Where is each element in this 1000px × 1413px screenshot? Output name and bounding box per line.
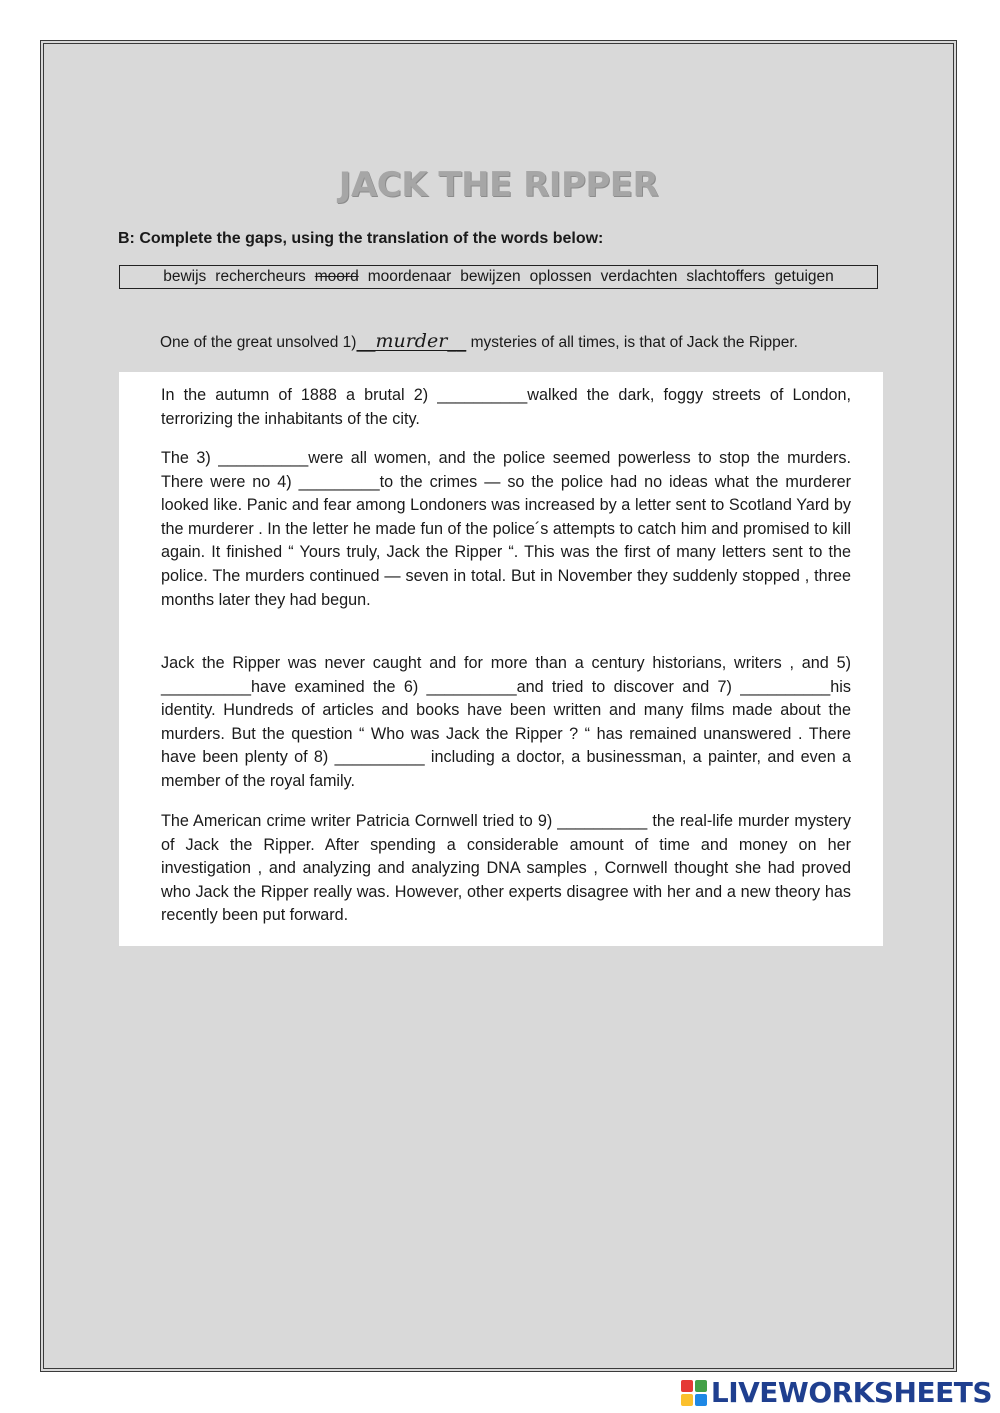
word-bank-item: bewijs [163,268,207,285]
example-text-after: mysteries of all times, is that of Jack the Ripper. [466,334,798,351]
example-text-before: One of the great unsolved 1) [160,334,357,351]
word-bank-item: bewijzen [460,268,521,285]
word-bank-item: getuigen [774,268,834,285]
passage-paragraph: Jack the Ripper was never caught and for more than a century historians, writers , and 5) __________have examined the 6) __________and tried to discover and 7) __________his identity. Hundreds of articles and books have been written and many films made about the murders. But the question “ Who was Jack the Ripper ? “ has remained unanswered . There have been plenty of 8) __________ including a doctor, a businessman, a painter, and even a member of the royal family. [161,654,851,790]
word-bank-item: verdachten [600,268,678,285]
logo-text: LIVEWORKSHEETS [710,1376,992,1409]
logo-square [695,1394,707,1406]
example-sentence [160,330,798,352]
page-title: JACK THE RIPPER [338,165,659,205]
logo-square [695,1380,707,1392]
passage-paragraph: The 3) __________were all women, and the police seemed powerless to stop the murders. There were no 4) _________to the crimes — so the police had no ideas what the murderer looked like. Panic and fear among Londoners was increased by a letter sent to Scotland Yard by the murderer . In the letter he made fun of the police´s attempts to catch him and promised to kill again. It finished “ Yours truly, Jack the Ripper “. This was the first of many letters sent to the police. The murders continued — seven in total. But in November they suddenly stopped , three months later they had begun. [161,449,851,609]
word-bank-item: rechercheurs [215,268,306,285]
word-bank-item: slachtoffers [686,268,766,285]
exercise-instruction: B: Complete the gaps, using the translation of the words below: [118,230,604,247]
liveworksheets-logo [681,1376,992,1409]
word-bank-item-used: moord [314,268,359,285]
logo-square [681,1394,693,1406]
word-bank-item: oplossen [529,268,592,285]
word-bank [119,265,878,289]
passage-paragraph: The American crime writer Patricia Cornwell tried to 9) __________ the real-life murder mystery of Jack the Ripper. After spending a considerable amount of time and money on her investigation , and analyzing and analyzing DNA samples , Cornwell thought she had proved who Jack the Ripper really was. However, other experts disagree with her and a new theory has recently been put forward. [161,812,851,925]
passage-paragraph: In the autumn of 1888 a brutal 2) __________walked the dark, foggy streets of London, terrorizing the inhabitants of the city. [161,386,851,428]
logo-icon [681,1380,707,1406]
reading-passage [119,372,883,946]
logo-square [681,1380,693,1392]
example-answer: __murder__ [356,330,467,352]
word-bank-item: moordenaar [367,268,452,285]
